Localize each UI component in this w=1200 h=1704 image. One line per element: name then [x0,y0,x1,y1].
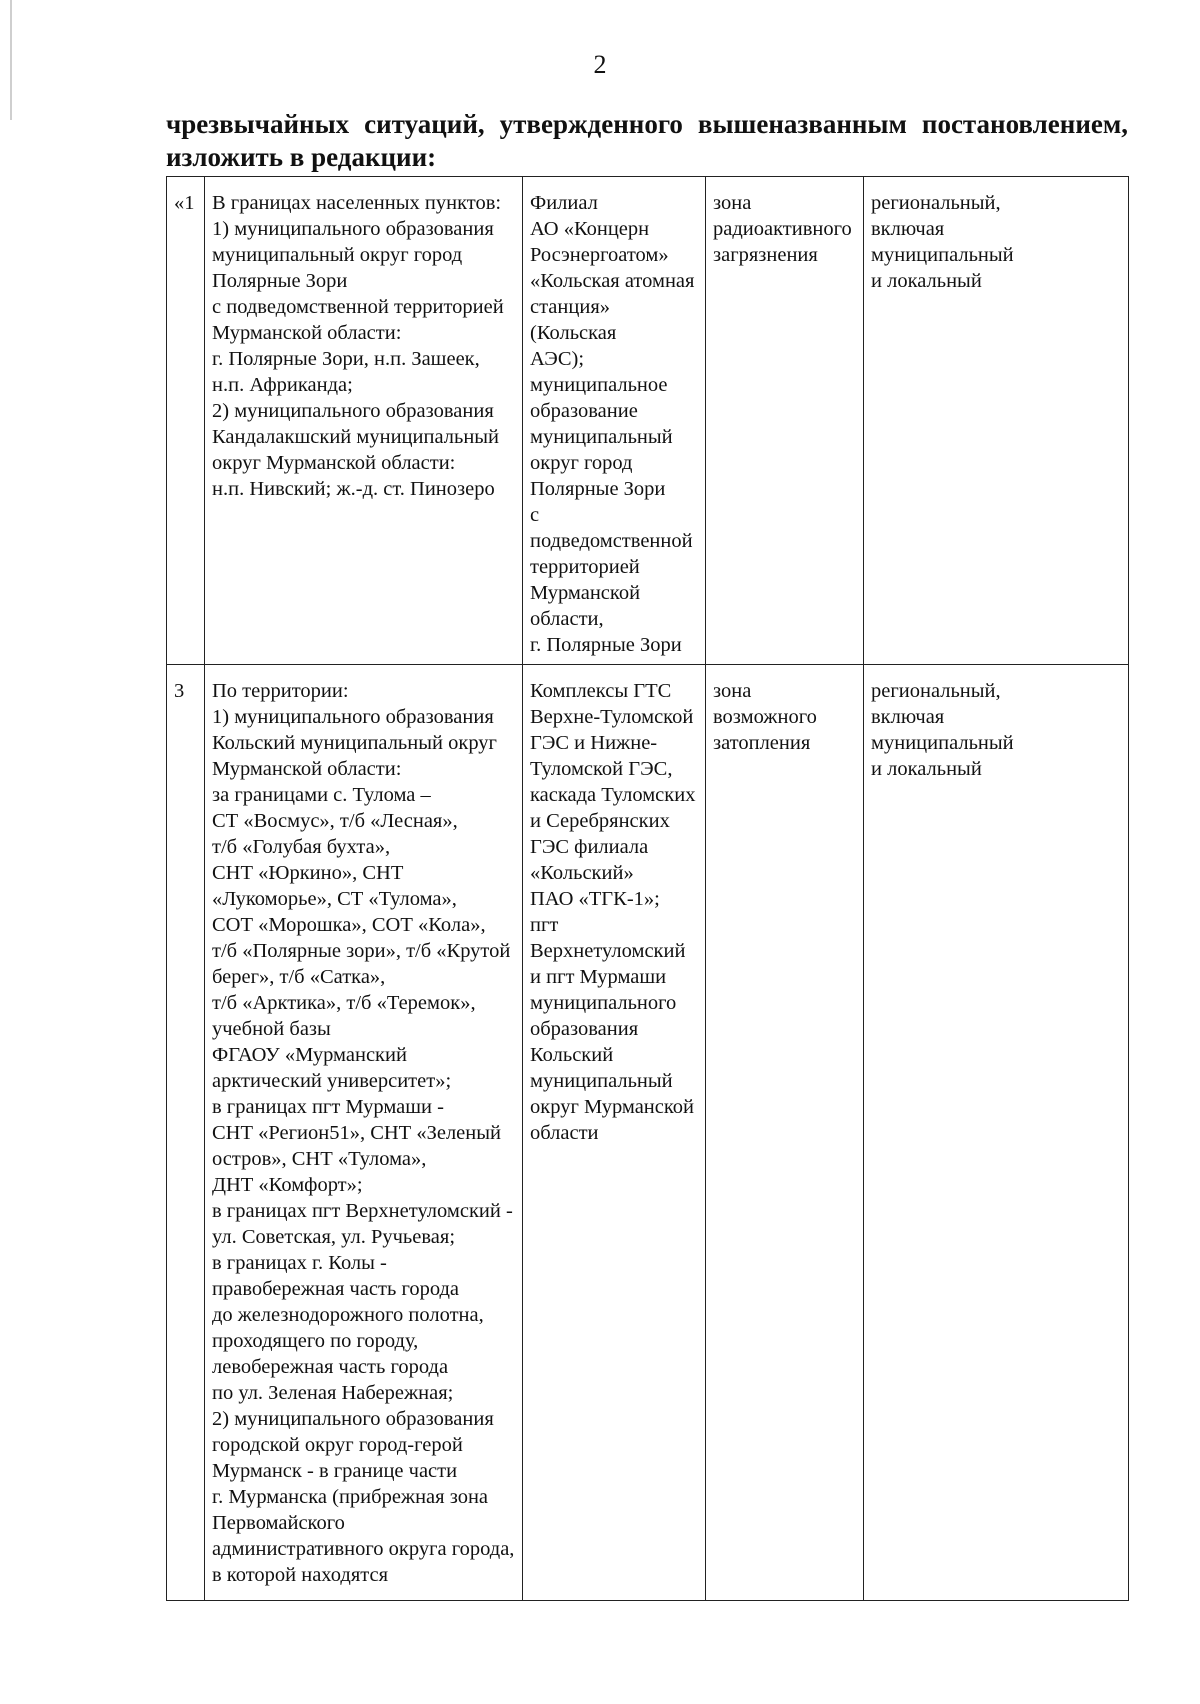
page-number: 2 [593,50,607,79]
source-cell: Комплексы ГТС Верхне-Туломской ГЭС и Нижне- Туломской ГЭС, каскада Туломских и Серебрянских ГЭС филиала «Кольский» ПАО «ТГК-1»; пгт Верхнетуломский и пгт Мурмаши муниципального образования Кольский муниципальный округ Мурманской области [523,665,706,1601]
territory-cell: В границах населенных пунктов: 1) муниципального образования муниципальный округ город Полярные Зори с подведомственной территорией Мурманской области: г. Полярные Зори, н.п. Зашеек, н.п. Африканда; 2) муниципального образования Кандалакшский муниципальный округ Мурманской области: н.п. Нивский; ж.-д. ст. Пинозеро [205,177,523,665]
table-row [167,177,1129,665]
intro-text-line-1: чрезвычайных ситуаций, утвержденного вышеназванным постановлением, [166,109,1128,139]
zone-cell: зона радиоактивного загрязнения [706,177,864,665]
row-number-cell: «1 [167,177,205,665]
row-number-cell: 3 [167,665,205,1601]
level-cell: региональный, включая муниципальный и локальный [864,177,1129,665]
level-cell: региональный, включая муниципальный и локальный [864,665,1129,1601]
zone-cell: зона возможного затопления [706,665,864,1601]
table-row [167,665,1129,1601]
intro-text-line-2: изложить в редакции: [166,142,437,172]
territory-cell: По территории: 1) муниципального образования Кольский муниципальный округ Мурманской области: за границами с. Тулома – СТ «Восмус», т/б «Лесная», т/б «Голубая бухта», СНТ «Юркино», СНТ «Лукоморье», СТ «Тулома», СОТ «Морошка», СОТ «Кола», т/б «Полярные зори», т/б «Крутой берег», т/б «Сатка», т/б «Арктика», т/б «Теремок», учебной базы ФГАОУ «Мурманский арктический университет»; в границах пгт Мурмаши - СНТ «Регион51», СНТ «Зеленый остров», СНТ «Тулома», ДНТ «Комфорт»; в границах пгт Верхнетуломский - ул. Советская, ул. Ручьевая; в границах г. Колы - правобережная часть города до железнодорожного полотна, проходящего по городу, левобережная часть города по ул. Зеленая Набережная; 2) муниципального образования городской округ город-герой Мурманск - в границе части г. Мурманска (прибрежная зона Первомайского административного округа города, в которой находятся [205,665,523,1601]
emergency-zones-table [166,176,1129,1601]
source-cell: Филиал АО «Концерн Росэнергоатом» «Кольская атомная станция» (Кольская АЭС); муниципальное образование муниципальный округ город Полярные Зори с подведомственной территорией Мурманской области, г. Полярные Зори [523,177,706,665]
